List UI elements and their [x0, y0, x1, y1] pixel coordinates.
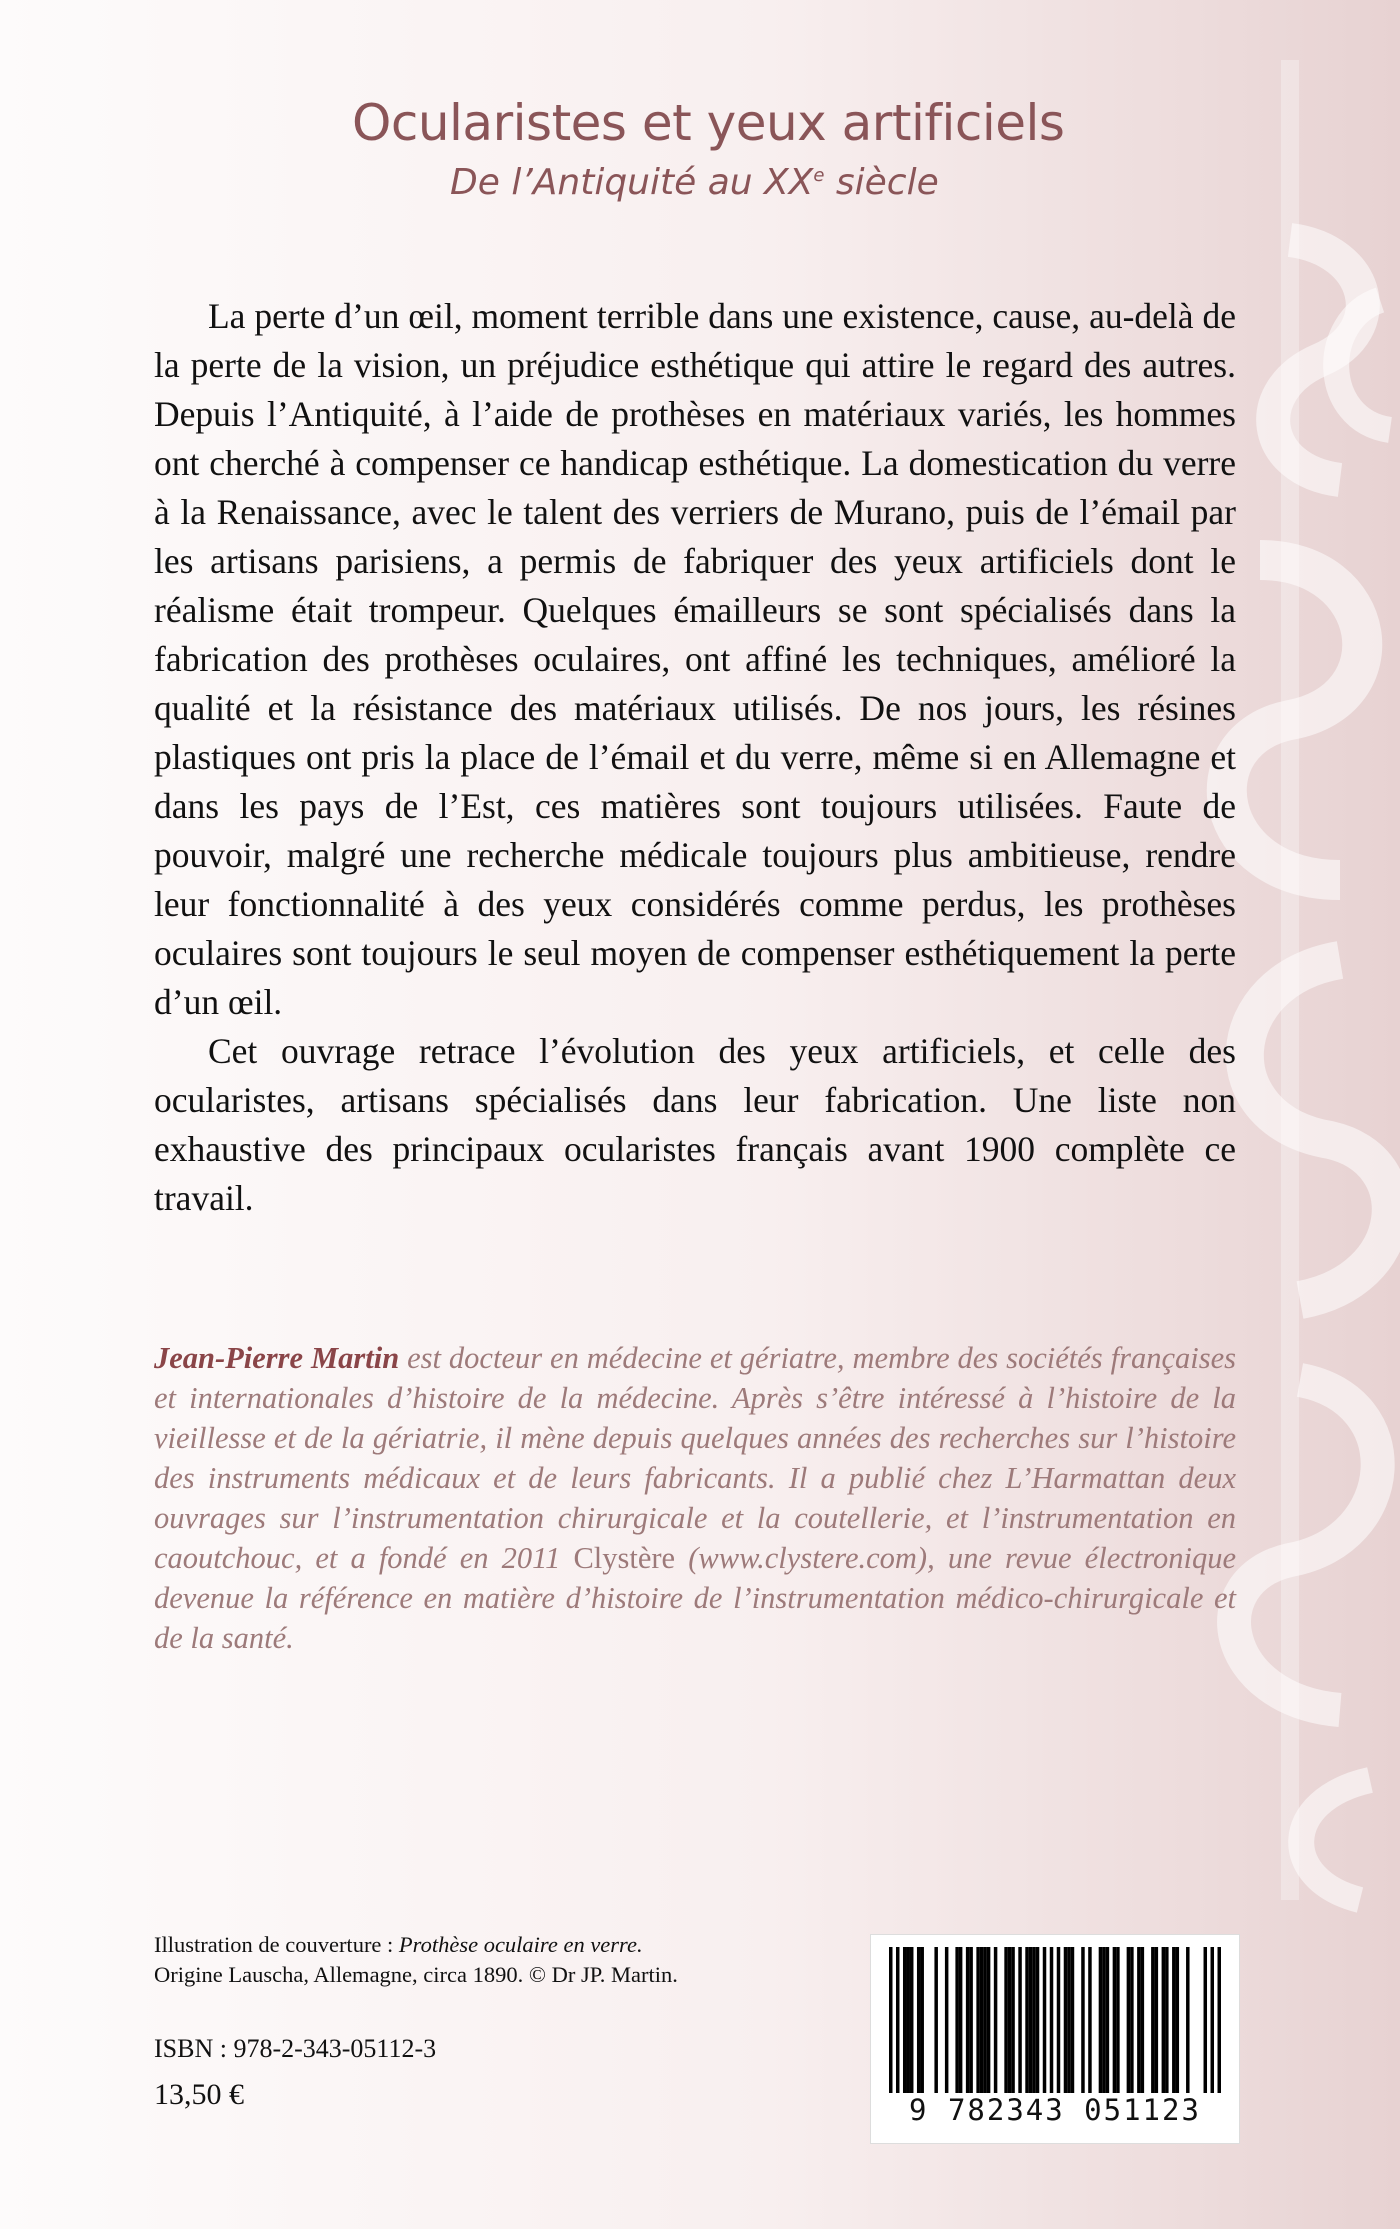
barcode-bar: [1106, 1947, 1109, 2093]
barcode-bar: [1018, 1947, 1021, 2093]
barcode-bar: [1004, 1947, 1007, 2093]
barcode-bar: [1050, 1947, 1053, 2093]
barcode-bar: [1081, 1947, 1084, 2093]
barcode-bar: [1162, 1947, 1165, 2093]
barcode-bar: [1036, 1947, 1039, 2093]
barcode-bar: [920, 1947, 923, 2093]
barcode-bar: [1008, 1947, 1011, 2093]
barcode-bar: [906, 1947, 909, 2093]
barcode-bar: [934, 1947, 937, 2093]
barcode-bar: [1176, 1947, 1179, 2093]
summary-paragraph-1: La perte d’un œil, moment terrible dans une existence, cause, au-delà de la perte de la vision, un préjudice esthétique qui attire le regard des autres. Depuis l’Antiquité, à l’aide de prothèses en matériaux variés, les hommes ont cherché à compenser ce handicap esthétique. La domestication du verre à la Renaissance, avec le talent des verriers de Murano, puis de l’émail par les artisans parisiens, a permis de fabriquer des yeux artificiels dont le réalisme était trompeur. Quelques émailleurs se sont spécialisés dans la fabrication des prothèses oculaires, ont affiné les techniques, amélioré la qualité et la résistance des matériaux utilisés. De nos jours, les résines plastiques ont pris la place de l’émail et du verre, même si en Allemagne et dans les pays de l’Est, ces matières sont toujours utilisées. Faute de pouvoir, malgré une recherche médicale toujours plus ambitieuse, rendre leur fonctionnalité à des yeux considérés comme perdus, les prothèses oculaires sont toujours le seul moyen de compenser esthétiquement la perte d’un œil.: [154, 296, 1236, 1022]
book-summary: [154, 292, 1236, 1223]
journal-name: Clystère: [573, 1541, 676, 1575]
barcode-bar: [1186, 1947, 1189, 2093]
barcode-bar: [983, 1947, 986, 2093]
book-title-block: [352, 96, 1112, 203]
price: 13,50 €: [154, 2078, 244, 2111]
barcode-bar: [1057, 1947, 1060, 2093]
barcode-bar: [1211, 1947, 1214, 2093]
barcode-bar: [966, 1947, 969, 2093]
barcode-bar: [1099, 1947, 1102, 2093]
barcode-bar: [945, 1947, 948, 2093]
barcode-bar: [1088, 1947, 1091, 2093]
barcode-bar: [1218, 1947, 1221, 2093]
barcode-bar: [1172, 1947, 1175, 2093]
barcode-bar: [1130, 1947, 1133, 2093]
barcode: [870, 1934, 1240, 2144]
summary-paragraph-2: Cet ouvrage retrace l’évolution des yeux artificiels, et celle des ocularistes, artisans spécialisés dans leur fabrication. Une liste non exhaustive des principaux ocularistes français avant 1900 complète ce travail.: [154, 1031, 1236, 1218]
credits-illustration-title: Prothèse oculaire en verre.: [398, 1932, 643, 1957]
barcode-bar: [1151, 1947, 1154, 2093]
barcode-bar: [903, 1947, 906, 2093]
barcode-bar: [910, 1947, 913, 2093]
subtitle-superscript: e: [813, 165, 825, 186]
barcode-bar: [955, 1947, 958, 2093]
barcode-bar: [1025, 1947, 1028, 2093]
credits-line-2: Origine Lauscha, Allemagne, circa 1890. © Dr JP. Martin.: [154, 1962, 678, 1987]
subtitle-main: De l’Antiquité au XX: [450, 162, 814, 203]
barcode-bar: [1127, 1947, 1130, 2093]
subtitle-end: siècle: [824, 162, 939, 203]
author-bio-text-1: est docteur en médecine et gériatre, membre des sociétés françaises et internationales d’histoire de la médecine. Après s’être intéressé à l’histoire de la vieillesse et de la gériatrie, il mène depuis quelques années des recherches sur l’histoire des instruments médicaux et de leurs fabricants. Il a publié chez L’Harmattan deux ouvrages sur l’instrumentation chirurgicale et la coutellerie, et l’instrumentation en caoutchouc, et a fondé en 2011: [154, 1341, 1236, 1575]
credits-line-1: [154, 1930, 834, 1960]
barcode-bar: [1155, 1947, 1158, 2093]
barcode-bar: [1116, 1947, 1119, 2093]
book-subtitle: [450, 163, 1112, 203]
barcode-bar: [1113, 1947, 1116, 2093]
author-bio-text-2: (www.clystere.com), une revue électronique devenue la référence en matière d’histoire de l’instrumentation médico-chirurgicale et de la santé.: [154, 1541, 1236, 1655]
barcode-bar: [889, 1947, 892, 2093]
barcode-bar: [994, 1947, 997, 2093]
barcode-bar: [1029, 1947, 1032, 2093]
barcode-bar: [1204, 1947, 1207, 2093]
barcode-bar: [1165, 1947, 1168, 2093]
barcode-bars: [889, 1947, 1221, 2093]
barcode-bar: [980, 1947, 983, 2093]
barcode-bar: [917, 1947, 920, 2093]
barcode-bar: [976, 1947, 979, 2093]
barcode-bar: [959, 1947, 962, 2093]
barcode-bar: [1011, 1947, 1014, 2093]
barcode-bar: [896, 1947, 899, 2093]
barcode-digits: 9 782343 051123: [909, 2093, 1201, 2127]
barcode-bar: [1137, 1947, 1140, 2093]
book-title: Ocularistes et yeux artificiels: [352, 94, 1065, 152]
barcode-bar: [1102, 1947, 1105, 2093]
author-name: Jean-Pierre Martin: [154, 1341, 400, 1375]
credits-label: Illustration de couverture :: [154, 1932, 399, 1957]
author-bio: [154, 1338, 1236, 1658]
cover-credits: [154, 1930, 834, 1990]
barcode-bar: [1043, 1947, 1046, 2093]
barcode-bar: [1067, 1947, 1070, 2093]
barcode-bar: [1064, 1947, 1067, 2093]
barcode-bar: [1071, 1947, 1074, 2093]
isbn: ISBN : 978-2-343-05112-3: [154, 2034, 437, 2063]
barcode-bar: [987, 1947, 990, 2093]
barcode-bar: [1141, 1947, 1144, 2093]
barcode-bar: [1032, 1947, 1035, 2093]
barcode-bar: [969, 1947, 972, 2093]
